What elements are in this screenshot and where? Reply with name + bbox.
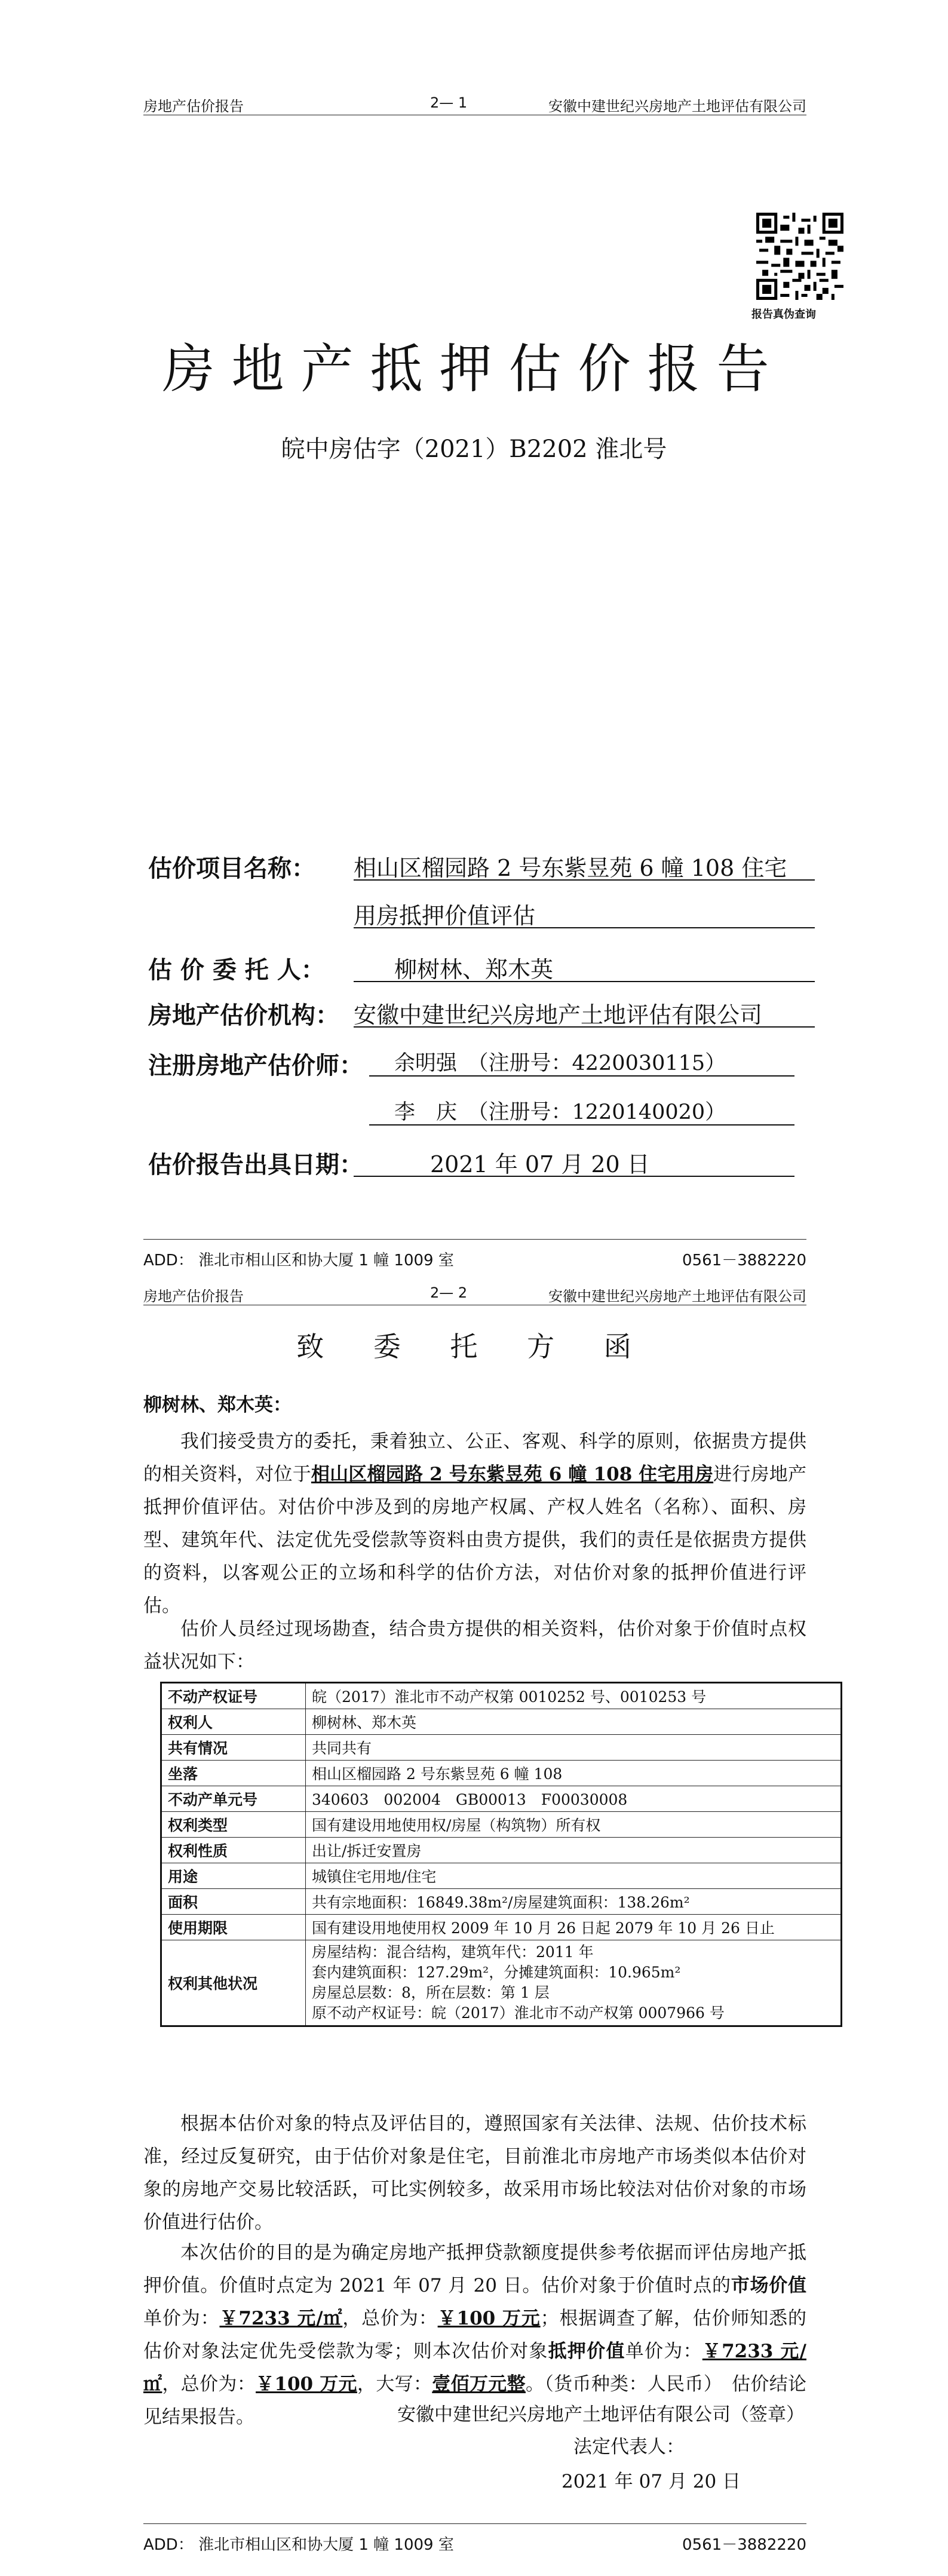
p3-text: 根据本估价对象的特点及评估目的，遵照国家有关法律、法规、估价技术标准，经过反复研究，由于估价对象是住宅，目前淮北市房地产市场类似本估价对象的房地产交易比较活跃，可比实例较多，故采用市场比较法对估价对象的市场价值进行估价。 xyxy=(143,2113,806,2233)
p4-text: 。（货币种类：人民币） 估价结论见结果报告。 xyxy=(143,2373,807,2428)
table-row xyxy=(161,1838,842,1863)
agency-value: 安徽中建世纪兴房地产土地评估有限公司 xyxy=(354,1002,763,1028)
table-row xyxy=(161,1889,842,1915)
table-row xyxy=(161,1812,842,1838)
p2-text: 估价人员经过现场勘查，结合贵方提供的相关资料，估价对象于价值时点权益状况如下： xyxy=(143,1618,806,1673)
amount-in-words: 壹佰万元整 xyxy=(432,2373,526,2395)
salutation: 柳树林、郑木英： xyxy=(143,1394,292,1416)
client-underline xyxy=(354,981,815,982)
table-value: 共同共有 xyxy=(306,1735,842,1761)
footer-phone: 0561－3882220 xyxy=(682,1252,806,1269)
table-key: 权利人 xyxy=(161,1709,306,1735)
table-value: 皖（2017）淮北市不动产权第 0010252 号、0010253 号 xyxy=(306,1683,842,1709)
table-value: 340603 002004 GB00013 F00030008 xyxy=(306,1786,842,1812)
mortgage-unit-price: ￥7233 元/㎡ xyxy=(143,2341,806,2395)
report-number: 皖中房估字（2021）B2202 淮北号 xyxy=(281,436,667,463)
project-name-label: 估价项目名称： xyxy=(148,855,315,882)
appraiser-1: 余明强 （注册号：4220030115） xyxy=(394,1051,726,1075)
project-underline-2 xyxy=(354,927,815,928)
other-rights-line: 套内建筑面积：127.29m²，分摊建筑面积：10.965m² xyxy=(312,1964,681,1981)
page2-header xyxy=(143,1281,806,1305)
table-key: 权利其他状况 xyxy=(161,1940,306,2026)
footer-address: ADD： 淮北市相山区和协大厦 1 幢 1009 室 xyxy=(143,2536,454,2554)
property-rights-table xyxy=(160,1682,842,2027)
letter-title: 致 委 托 方 函 xyxy=(296,1330,652,1363)
table-value xyxy=(306,1940,842,2026)
header-left: 房地产估价报告 xyxy=(143,98,244,115)
table-key: 不动产单元号 xyxy=(161,1786,306,1812)
p1-text-c: 进行房地产抵押价值评估。对估价中涉及到的房地产权属、产权人姓名（名称）、面积、房型、建筑年代、法定优先受偿款等资料由贵方提供，我们的责任是依据贵方提供的资料，以客观公正的立场和科学的估价方法，对估价对象的抵押价值进行评估。 xyxy=(143,1464,807,1617)
table-value: 城镇住宅用地/住宅 xyxy=(306,1863,842,1889)
p4-text: ；根据调查了解，估价师知悉的估价对象法定优先受偿款为零；则本次估价对象 xyxy=(143,2308,806,2362)
table-key: 共有情况 xyxy=(161,1735,306,1761)
table-row xyxy=(161,1735,842,1761)
other-rights-line: 原不动产权证号：皖（2017）淮北市不动产权第 0007966 号 xyxy=(312,2004,725,2022)
header-right: 安徽中建世纪兴房地产土地评估有限公司 xyxy=(548,98,806,115)
p4-text: 单价为： xyxy=(625,2341,702,2362)
table-row xyxy=(161,1761,842,1786)
paragraph-2 xyxy=(143,1613,806,1679)
table-key: 权利性质 xyxy=(161,1838,306,1863)
project-underline-1 xyxy=(354,879,815,881)
mortgage-value-label: 抵押价值 xyxy=(548,2341,625,2362)
client-value: 柳树林、郑木英 xyxy=(394,956,554,983)
table-key: 面积 xyxy=(161,1889,306,1915)
other-rights-line: 房屋总层数：8，所在层数：第 1 层 xyxy=(312,1984,550,2001)
other-rights-line: 房屋结构：混合结构，建筑年代：2011 年 xyxy=(312,1943,594,1961)
project-name-line1: 相山区榴园路 2 号东紫昱苑 6 幢 108 住宅 xyxy=(354,855,787,881)
table-row xyxy=(161,1683,842,1709)
p4-text: ，总价为： xyxy=(162,2373,256,2395)
table-row xyxy=(161,1940,842,2026)
table-key: 坐落 xyxy=(161,1761,306,1786)
page1-header xyxy=(143,91,806,115)
qr-code-icon[interactable] xyxy=(756,213,843,300)
table-value: 国有建设用地使用权/房屋（构筑物）所有权 xyxy=(306,1812,842,1838)
property-address: 相山区榴园路 2 号东紫昱苑 6 幢 108 住宅用房 xyxy=(311,1464,714,1485)
p1-text-a: 我们接受贵方的委托，秉着独立、公正、客观、科学的原则，依据贵方提供的相关资料，对位于 xyxy=(143,1431,806,1485)
header-right: 安徽中建世纪兴房地产土地评估有限公司 xyxy=(548,1288,806,1305)
table-value: 国有建设用地使用权 2009 年 10 月 26 日起 2079 年 10 月 26 日止 xyxy=(306,1915,842,1940)
table-row xyxy=(161,1786,842,1812)
table-key: 用途 xyxy=(161,1863,306,1889)
p4-text: 本次估价的目的是为确定房地产抵押贷款额度提供参考依据而评估房地产抵押价值。价值时点定为 2021 年 07 月 20 日。估价对象于价值时点的 xyxy=(143,2242,806,2296)
date-underline xyxy=(354,1176,794,1177)
p4-text: 单价为： xyxy=(143,2308,220,2329)
appraiser-2: 李 庆 （注册号：1220140020） xyxy=(394,1100,726,1124)
header-page-number: 2— 1 xyxy=(430,94,468,111)
agency-label: 房地产估价机构： xyxy=(148,1002,339,1029)
appraiser-underline-1 xyxy=(369,1075,794,1077)
page1-footer xyxy=(143,1239,806,1278)
paragraph-1 xyxy=(143,1425,806,1623)
signature-date: 2021 年 07 月 20 日 xyxy=(562,2471,741,2492)
qr-caption: 报告真伪查询 xyxy=(751,308,816,321)
project-name-line2: 用房抵押价值评估 xyxy=(354,903,536,929)
client-label: 估 价 委 托 人： xyxy=(148,956,325,984)
table-key: 不动产权证号 xyxy=(161,1683,306,1709)
table-key: 权利类型 xyxy=(161,1812,306,1838)
agency-underline xyxy=(354,1026,815,1028)
table-row xyxy=(161,1863,842,1889)
signature-company: 安徽中建世纪兴房地产土地评估有限公司（签章） xyxy=(397,2404,805,2425)
table-key: 使用期限 xyxy=(161,1915,306,1940)
appraiser-label: 注册房地产估价师： xyxy=(148,1052,363,1080)
market-unit-price: ￥7233 元/㎡ xyxy=(219,2308,343,2329)
header-page-number: 2— 2 xyxy=(430,1284,468,1301)
table-value: 柳树林、郑木英 xyxy=(306,1709,842,1735)
page2-footer xyxy=(143,2523,806,2562)
paragraph-3 xyxy=(143,2108,806,2239)
appraiser-underline-2 xyxy=(369,1124,794,1126)
table-value: 共有宗地面积：16849.38m²/房屋建筑面积：138.26m² xyxy=(306,1889,842,1915)
p4-text: ，大写： xyxy=(357,2373,432,2395)
p4-text: ，总价为： xyxy=(342,2308,438,2329)
table-row xyxy=(161,1915,842,1940)
footer-address: ADD： 淮北市相山区和协大厦 1 幢 1009 室 xyxy=(143,1252,454,1269)
report-date-value: 2021 年 07 月 20 日 xyxy=(430,1151,650,1177)
header-left: 房地产估价报告 xyxy=(143,1288,244,1305)
table-row xyxy=(161,1709,842,1735)
table-value: 出让/拆迁安置房 xyxy=(306,1838,842,1863)
signature-representative: 法定代表人： xyxy=(573,2436,685,2458)
mortgage-total-price: ￥100 万元 xyxy=(256,2373,357,2395)
report-title: 房地产抵押估价报告 xyxy=(162,338,786,400)
table-value: 相山区榴园路 2 号东紫昱苑 6 幢 108 xyxy=(306,1761,842,1786)
footer-phone: 0561－3882220 xyxy=(682,2536,806,2554)
market-total-price: ￥100 万元 xyxy=(437,2308,541,2329)
report-date-label: 估价报告出具日期： xyxy=(148,1151,363,1179)
market-value-label: 市场价值 xyxy=(731,2275,806,2296)
